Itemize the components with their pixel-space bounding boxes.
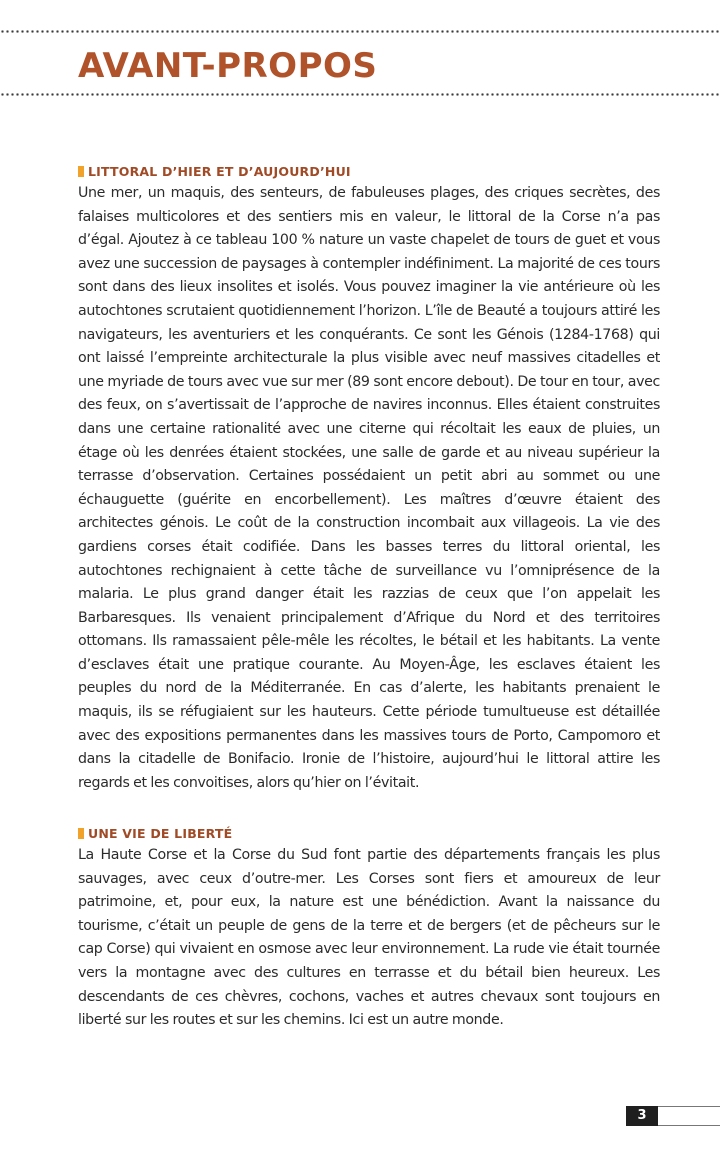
heading-marker-icon (78, 828, 84, 839)
title-dotted-rule (0, 93, 720, 96)
top-dotted-rule (0, 30, 720, 33)
section-liberte (78, 822, 660, 1033)
page-number-rule (658, 1106, 720, 1126)
page-title: AVANT-PROPOS (78, 46, 378, 86)
section-heading (78, 822, 660, 844)
section-paragraph: Une mer, un maquis, des senteurs, de fabuleuses plages, des criques secrètes, des falaises multicolores et des sentiers mis en valeur, le littoral de la Corse n’a pas d’égal. Ajoutez à ce tableau 100 % nature un vaste chapelet de tours de guet et vous avez une succession de paysages à contempler indéfiniment. La majorité de ces tours sont dans des lieux insolites et isolés. Vous pouvez imaginer la vie antérieure où les autochtones scrutaient quotidiennement l’horizon. L’île de Beauté a toujours attiré les navigateurs, les aventuriers et les conquérants. Ce sont les Génois (1284-1768) qui ont laissé l’empreinte architecturale la plus visible avec neuf massives citadelles et une myriade de tours avec vue sur mer (89 sont encore debout). De tour en tour, avec des feux, on s’avertissait de l’approche de navires inconnus. Elles étaient construites dans une certaine rationalité avec une citerne qui récoltait les eaux de pluies, un étage où les denrées étaient stockées, une salle de garde et au niveau supérieur la terrasse d’observation. Certaines possédaient un petit abri au sommet ou une échauguette (guérite en encorbellement). Les maîtres d’œuvre étaient des architectes génois. Le coût de la construction incombait aux villageois. La vie des gardiens corses était codifiée. Dans les basses terres du littoral oriental, les autochtones rechignaient à cette tâche de surveillance vu l’omniprésence de la malaria. Le plus grand danger était les razzias de ceux que l’on appelait les Barbaresques. Ils venaient principalement d’Afrique du Nord et des territoires ottomans. Ils ramassaient pêle-mêle les récoltes, le bétail et les habitants. La vente d’esclaves était une pratique courante. Au Moyen-Âge, les esclaves étaient les peuples du nord de la Méditerranée. En cas d’alerte, les habitants prenaient le maquis, ils se réfugiaient sur les hauteurs. Cette période tumultueuse est détaillée avec des expositions permanentes dans les massives tours de Porto, Campomoro et dans la citadelle de Bonifacio. Ironie de l’histoire, aujourd’hui le littoral attire les regards et les convoitises, alors qu’hier on l’évitait. (78, 185, 660, 791)
section-heading-label: LITTORAL D’HIER ET D’AUJOURD’HUI (88, 163, 351, 179)
page-number-tab (626, 1106, 720, 1126)
section-paragraph: La Haute Corse et la Corse du Sud font partie des départements français les plus sauvages, avec ceux d’outre-mer. Les Corses sont fiers et amoureux de leur patrimoine, et, pour eux, la nature est une bénédiction. Avant la naissance du tourisme, c’était un peuple de gens de la terre et de bergers (et de pêcheurs sur le cap Corse) qui vivaient en osmose avec leur environnement. La rude vie était tournée vers la montagne avec des cultures en terrasse et du bétail bien heureux. Les descendants de ces chèvres, cochons, vaches et autres chevaux sont toujours en liberté sur les routes et sur les chemins. Ici est un autre monde. (78, 847, 660, 1029)
section-heading-label: UNE VIE DE LIBERTÉ (88, 825, 233, 841)
page-number: 3 (626, 1106, 658, 1126)
section-heading (78, 160, 660, 182)
section-littoral (78, 160, 660, 795)
heading-marker-icon (78, 166, 84, 177)
